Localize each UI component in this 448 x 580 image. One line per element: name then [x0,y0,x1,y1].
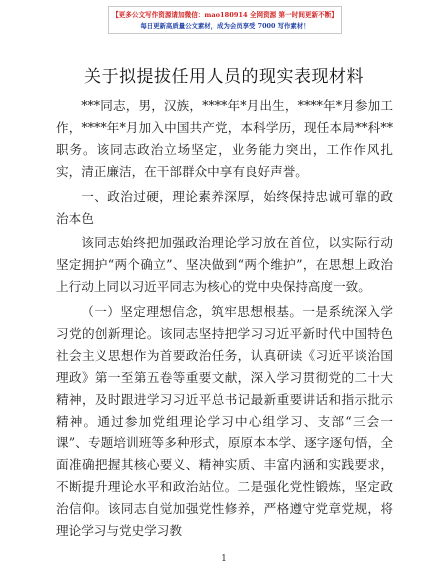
section-heading [56,186,393,230]
paragraph-text: 该同志始终把加强政治理论学习放在首位，以实际行动坚定拥护“两个确立”、坚决做到“两个维护”，在思想上政治上行动上同以习近平同志为核心的党中央保持高度一致。 [56,235,393,294]
document-title: 关于拟提拔任用人员的现实表现材料 [84,67,364,87]
paragraph-text: （一）坚定理想信念，筑牢思想根基。一是系统深入学习党的创新理论。该同志坚持把学习习近平新时代中国特色社会主义思想作为首要政治任务，认真研读《习近平谈治国理政》第一至第五卷等重要文献，深入学习贯彻党的二十大精神，及时跟进学习习近平总书记最新重要讲话和指示批示精神。通过参加党组理论学习中心组学习、支部“三会一课”、专题培训班等多种形式，原原本本学、逐字逐句悟，全面准确把握其核心要义、精神实质、丰富内涵和实践要求，不断提升理论水平和政治站位。二是强化党性锻炼，坚定政治信仰。该同志自觉加强党性修养，严格遵守党章党规，将理论学习与党史学习教 [56,304,393,539]
page-number: 1 [221,554,227,564]
promo-banner-line-2: 每日更新高质量公文素材，成为会员享受 7000 写作素材！ [140,22,310,30]
subsection-paragraph [56,301,393,542]
paragraph-text: ***同志，男，汉族，****年*月出生，****年*月参加工作，****年*月加入中国共产党，本科学历，现任本局**科**职务。该同志政治立场坚定，业务能力突出，工作作风扎实，清正廉洁，在干部群众中享有良好声誉。 [56,98,393,179]
promo-banner [108,6,342,34]
intro-paragraph [56,95,393,183]
section-paragraph [56,232,393,298]
section-heading-text: 一、政治过硬，理论素养深厚，始终保持忠诚可靠的政治本色 [56,189,393,226]
promo-banner-line-1: 【更多公文写作资源请加微信：mao180914 全网资源 第一时间更新不断】 [112,11,338,19]
